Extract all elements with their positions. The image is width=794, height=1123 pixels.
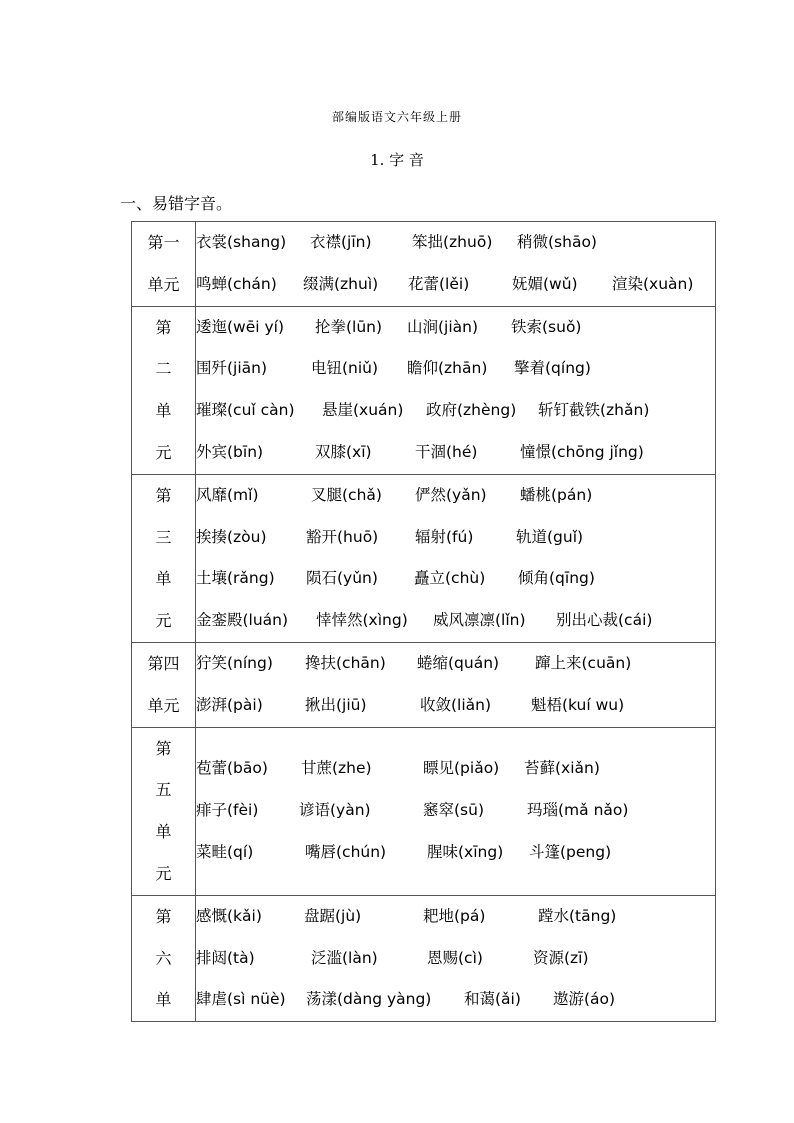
word-row	[196, 558, 715, 600]
word-row	[196, 600, 715, 642]
word-item: 别出心裁(cái)	[556, 611, 653, 630]
word-row	[196, 832, 715, 874]
word-row	[196, 685, 715, 727]
word-item: 抡拳(lūn)	[315, 317, 383, 336]
word-item: 荡漾(dàng yàng)	[306, 990, 432, 1009]
word-row	[196, 307, 715, 349]
pronunciation-table	[131, 221, 716, 1022]
word-item: 鸣蝉(chán)	[196, 274, 277, 293]
word-row	[196, 643, 715, 685]
word-row	[196, 475, 715, 517]
lesson-title: 1. 字 音	[370, 151, 424, 169]
word-item: 璀璨(cuǐ càn)	[196, 401, 295, 420]
word-row	[196, 979, 715, 1021]
word-item: 擎着(qíng)	[514, 359, 591, 378]
word-item: 叉腿(chǎ)	[311, 485, 382, 504]
word-item: 恩赐(cì)	[427, 948, 483, 967]
unit-label: 第一 单元	[132, 222, 196, 307]
word-item: 谚语(yàn)	[299, 801, 371, 820]
word-item: 土壤(rǎng)	[196, 569, 275, 588]
word-item: 痱子(fèi)	[196, 801, 259, 820]
unit-label: 第 六 单	[132, 895, 196, 1021]
word-item: 苔藓(xiǎn)	[524, 759, 600, 778]
unit-words	[196, 642, 716, 727]
word-item: 俨然(yǎn)	[415, 485, 487, 504]
word-item: 搀扶(chān)	[305, 653, 386, 672]
word-item: 悬崖(xuán)	[322, 401, 404, 420]
unit-row-6	[132, 895, 716, 1021]
word-item: 双膝(xī)	[315, 442, 372, 461]
word-item: 憧憬(chōng jǐng)	[520, 442, 644, 461]
word-item: 轨道(guǐ)	[516, 527, 584, 546]
word-item: 逶迤(wēi yí)	[196, 317, 285, 336]
unit-words	[196, 727, 716, 895]
word-item: 威风凛凛(lǐn)	[433, 611, 526, 630]
word-item: 辐射(fú)	[415, 527, 474, 546]
unit-label: 第 五 单 元	[132, 727, 196, 895]
document-title: 部编版语文六年级上册	[331, 110, 462, 124]
word-item: 渲染(xuàn)	[612, 274, 694, 293]
word-row	[196, 432, 715, 474]
word-item: 魁梧(kuí wu)	[531, 695, 625, 714]
unit-label: 第 二 单 元	[132, 306, 196, 474]
word-item: 蟠桃(pán)	[520, 485, 593, 504]
word-item: 揪出(jiū)	[305, 695, 367, 714]
word-item: 澎湃(pài)	[196, 695, 263, 714]
word-item: 窸窣(sū)	[423, 801, 484, 820]
section-heading: 一、易错字音。	[120, 194, 233, 213]
word-item: 收敛(liǎn)	[420, 695, 492, 714]
word-item: 排闼(tà)	[196, 948, 255, 967]
word-item: 衣裳(shang)	[196, 233, 287, 251]
word-item: 肆虐(sì nüè)	[196, 990, 286, 1009]
word-item: 泛滥(làn)	[311, 948, 378, 967]
word-item: 斗篷(peng)	[529, 843, 612, 862]
unit-words	[196, 306, 716, 474]
word-row	[196, 264, 715, 306]
word-item: 资源(zī)	[533, 948, 589, 967]
word-item: 花蕾(lěi)	[408, 274, 470, 293]
word-row	[196, 790, 715, 832]
word-item: 蹚水(tāng)	[538, 906, 617, 925]
word-item: 稍微(shāo)	[517, 233, 597, 251]
unit-row-2	[132, 306, 716, 474]
word-item: 蹿上来(cuān)	[535, 653, 632, 672]
word-item: 妩媚(wǔ)	[512, 274, 578, 293]
unit-row-5	[132, 727, 716, 895]
word-row	[196, 938, 715, 980]
word-item: 甘蔗(zhe)	[301, 759, 372, 778]
word-item: 盘踞(jù)	[304, 906, 362, 925]
word-item: 电钮(niǔ)	[311, 359, 379, 378]
word-item: 和蔼(ǎi)	[464, 990, 521, 1009]
unit-label: 第四 单元	[132, 642, 196, 727]
unit-words	[196, 222, 716, 307]
word-item: 风靡(mǐ)	[196, 485, 259, 504]
unit-row-1	[132, 222, 716, 307]
word-item: 干涸(hé)	[415, 442, 478, 461]
word-item: 外宾(bīn)	[196, 442, 264, 461]
unit-label: 第 三 单 元	[132, 474, 196, 642]
word-row	[196, 748, 715, 790]
word-item: 陨石(yǔn)	[306, 569, 378, 588]
word-item: 遨游(áo)	[553, 990, 616, 1009]
word-item: 悻悻然(xìng)	[316, 611, 408, 630]
word-row	[196, 348, 715, 390]
word-row	[196, 517, 715, 559]
word-item: 玛瑙(mǎ nǎo)	[527, 801, 629, 820]
word-row	[196, 390, 715, 432]
word-item: 嘴唇(chún)	[305, 843, 387, 862]
word-item: 菜畦(qí)	[196, 843, 254, 862]
word-item: 耙地(pá)	[423, 906, 486, 925]
word-item: 铁索(suǒ)	[511, 317, 582, 336]
unit-row-4	[132, 642, 716, 727]
word-item: 感慨(kǎi)	[196, 906, 262, 925]
word-item: 缀满(zhuì)	[303, 274, 379, 293]
word-item: 山涧(jiàn)	[407, 317, 479, 336]
word-item: 金銮殿(luán)	[196, 611, 289, 630]
word-item: 衣襟(jīn)	[310, 233, 372, 251]
word-item: 笨拙(zhuō)	[412, 233, 493, 251]
word-item: 矗立(chù)	[414, 569, 486, 588]
word-item: 腥味(xīng)	[427, 843, 504, 862]
unit-words	[196, 895, 716, 1021]
word-item: 苞蕾(bāo)	[196, 759, 268, 778]
word-item: 狞笑(níng)	[196, 653, 273, 672]
word-item: 挨揍(zòu)	[196, 527, 267, 546]
word-row	[196, 222, 715, 264]
word-item: 倾角(qīng)	[518, 569, 595, 588]
unit-row-3	[132, 474, 716, 642]
unit-words	[196, 474, 716, 642]
word-item: 斩钉截铁(zhǎn)	[538, 401, 650, 420]
word-item: 围歼(jiān)	[196, 359, 268, 378]
word-row	[196, 896, 715, 938]
word-item: 豁开(huō)	[306, 527, 379, 546]
word-item: 政府(zhèng)	[426, 401, 517, 420]
word-item: 瞻仰(zhān)	[407, 359, 488, 378]
word-item: 蜷缩(quán)	[417, 653, 500, 672]
word-item: 瞟见(piǎo)	[423, 759, 500, 778]
